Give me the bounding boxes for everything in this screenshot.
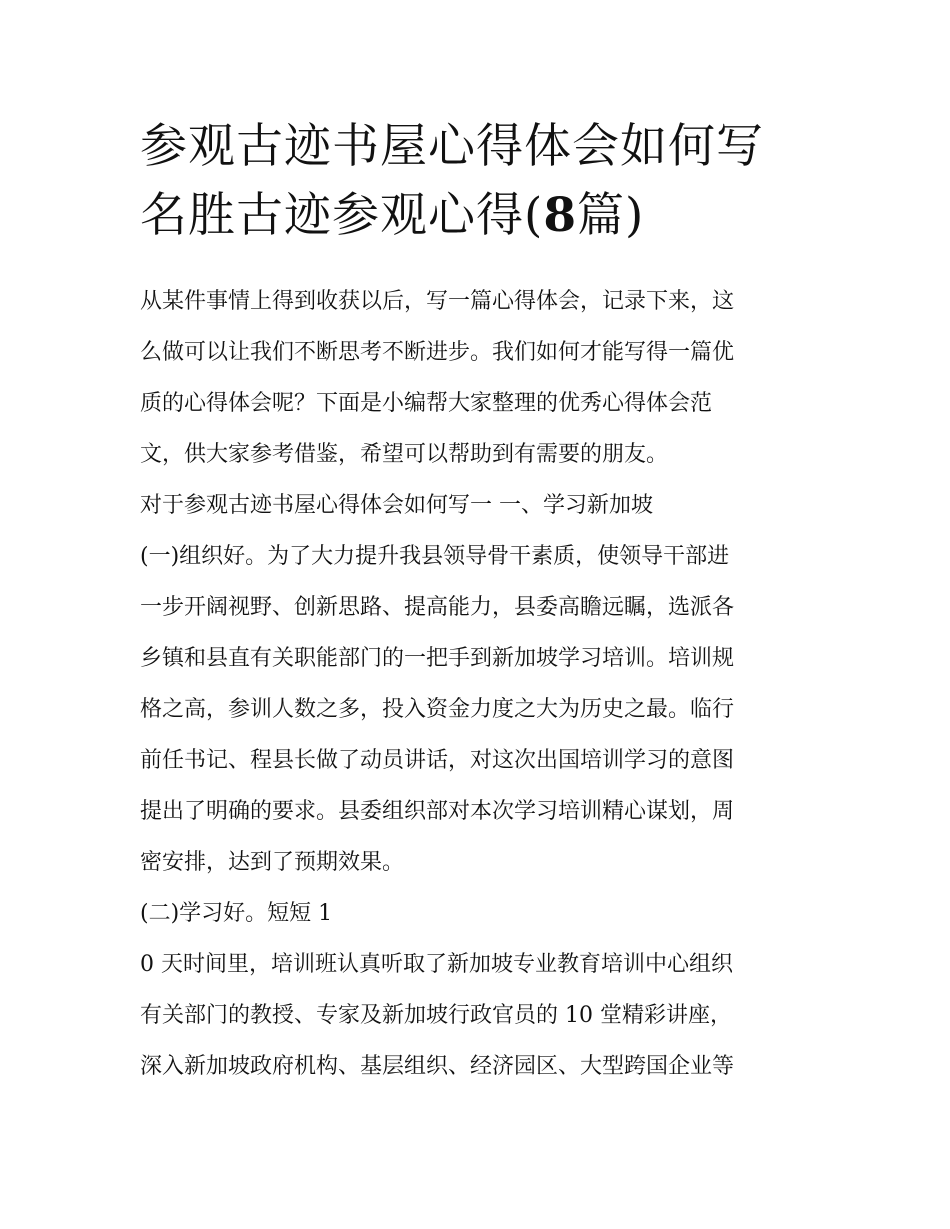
body-line: 格之高，参训人数之多，投入资金力度之大为历史之最。临行 [140,697,735,722]
body-line: 乡镇和县直有关职能部门的一把手到新加坡学习培训。培训规 [140,646,735,671]
body-line: (一)组织好。为了大力提升我县领导骨干素质，使领导干部进 [140,544,730,569]
body-line: 从某件事情上得到收获以后，写一篇心得体会，记录下来，这 [140,289,735,314]
title-line-2-prefix: 名胜古迹参观心得( [140,188,544,243]
document-title [140,112,820,250]
body-line: 有关部门的教授、专家及新加坡行政官员的 10 堂精彩讲座， [140,1003,732,1028]
section-heading-line: 对于参观古迹书屋心得体会如何写一 一、学习新加坡 [140,493,653,518]
body-line: 么做可以让我们不断思考不断进步。我们如何才能写得一篇优 [140,340,735,365]
body-line: 质的心得体会呢？下面是小编帮大家整理的优秀心得体会范 [140,391,713,416]
title-line-2 [140,181,820,250]
body-line: 密安排，达到了预期效果。 [140,850,405,875]
title-line-2-suffix: 篇) [577,188,645,243]
title-line-1: 参观古迹书屋心得体会如何写 [140,119,764,174]
body-line: 0 天时间里，培训班认真听取了新加坡专业教育培训中心组织 [140,952,733,977]
document-body [140,276,820,1092]
body-line: 前任书记、程县长做了动员讲话，对这次出国培训学习的意图 [140,748,735,773]
body-line: 提出了明确的要求。县委组织部对本次学习培训精心谋划，周 [140,799,735,824]
body-line: 一步开阔视野、创新思路、提高能力，县委高瞻远瞩，选派各 [140,595,735,620]
body-line: 深入新加坡政府机构、基层组织、经济园区、大型跨国企业等 [140,1054,735,1079]
title-count: 8 [543,188,578,243]
body-line: 文，供大家参考借鉴，希望可以帮助到有需要的朋友。 [140,442,669,467]
body-line: (二)学习好。短短 1 [140,901,333,926]
